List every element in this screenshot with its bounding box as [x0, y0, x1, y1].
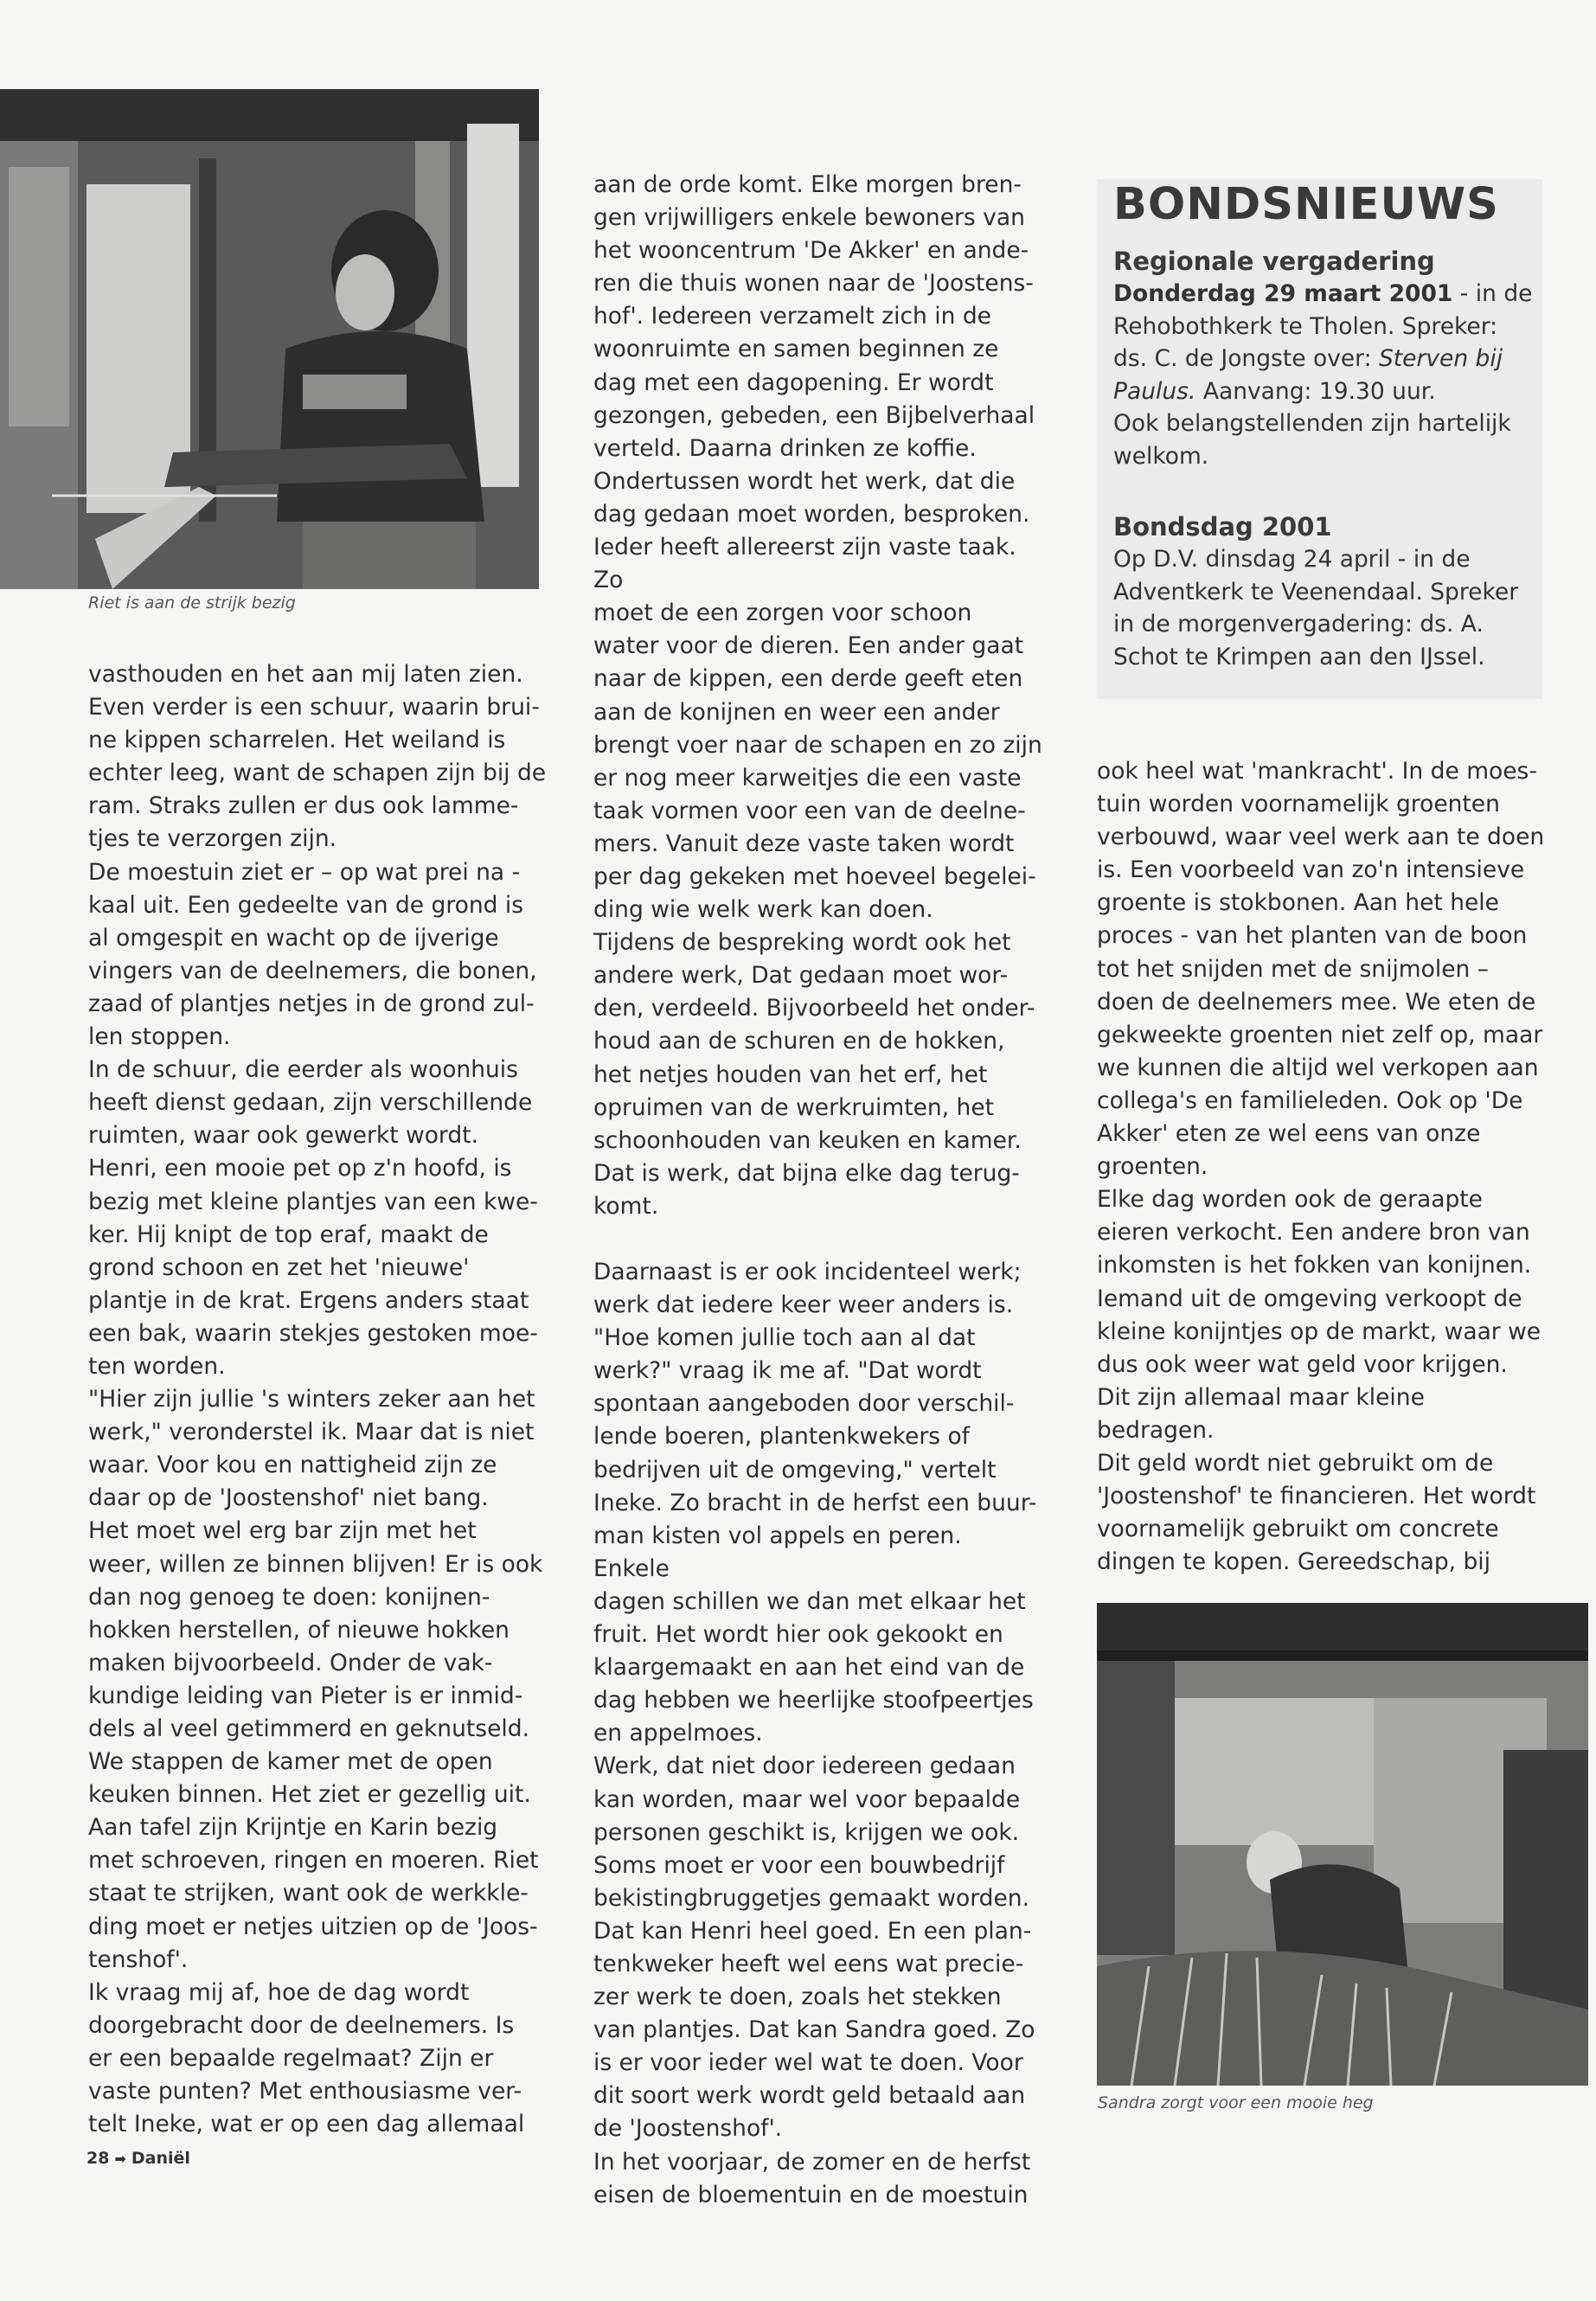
photo-ironing [0, 89, 539, 589]
page-footer [87, 2149, 190, 2168]
bondsdag-heading: Bondsdag 2001 [1113, 512, 1332, 542]
regional-meeting-body-2: Aanvang: 19.30 uur. Ook belangstellenden zijn hartelijk welkom. [1113, 377, 1511, 470]
regional-meeting-body-1: - in de Rehobothkerk te Tholen. Spreker: ds. C. de Jongste over: [1113, 280, 1533, 372]
photo-caption-ironing: Riet is aan de strijk bezig [88, 593, 296, 612]
regional-meeting-text [1113, 278, 1537, 472]
arrow-icon: ➡ [114, 2150, 126, 2167]
bondsnieuws-box [1097, 179, 1542, 699]
column-3-text: ook heel wat 'mankracht'. In de moes- tuin worden voornamelijk groenten verbouwd, waar veel werk aan te doen is. Een voorbeeld van zo'n intensieve groente is stokbonen. Aan het hele proces - van het planten van de boon tot het snijden met de snijmolen – doen de deelnemers mee. We eten de gekweekte groenten niet zelf op, maar we kunnen die altijd wel verkopen aan collega's en familieleden. Ook op 'De Akker' eten ze wel eens van onze groenten. Elke dag worden ook de geraapte eieren verkocht. Een andere bron van inkomsten is het fokken van konijnen. Iemand uit de omgeving verkoopt de kleine konijntjes op de markt, waar we dus ook weer wat geld voor krijgen. Dit zijn allemaal maar kleine bedragen. Dit geld wordt niet gebruikt om de 'Joostenshof' te financieren. Het wordt voornamelijk gebruikt om concrete dingen te kopen. Gereedschap, bij [1097, 758, 1545, 1576]
photo-hedge [1097, 1603, 1588, 2086]
regional-meeting-talk-title: Sterven bij Paulus. [1113, 345, 1503, 405]
column-2-text-a: aan de orde komt. Elke morgen bren- gen vrijwilligers enkele bewoners van het wooncentrum 'De Akker' en ande- ren die thuis wonen naar de 'Joostens- hof'. Iedereen verzamelt zich in de woonruimte en samen beginnen ze dag met een dagopening. Er wordt gezongen, gebeden, een Bijbelverhaal verteld. Daarna drinken ze koffie. Ondertussen wordt het werk, dat die dag gedaan moet worden, besproken. Ieder heeft allereerst zijn vaste taak. Zo moet de een zorgen voor schoon water voor de dieren. Een ander gaat naar de kippen, een derde geeft eten aan de konijnen en weer een ander brengt voer naar de schapen en zo zijn er nog meer karweitjes die een vaste taak vormen voor een van de deelne- mers. Vanuit deze vaste taken wordt per dag gekeken met hoeveel begelei- ding wie welk werk kan doen. Tijdens de bespreking wordt ook het andere werk, Dat gedaan moet wor- den, verdeeld. Bijvoorbeeld het onder- houd aan de schuren en de hokken, het netjes houden van het erf, het opruimen van de werkruimten, het schoonhouden van keuken en kamer. Dat is werk, dat bijna elke dag terug- komt. [593, 171, 1042, 1220]
article-column-1 [88, 658, 555, 2141]
column-1-text: vasthouden en het aan mij laten zien. Even verder is een schuur, waarin brui- ne kippen scharrelen. Het weiland is echter leeg, want de schapen zijn bij de ram. Straks zullen er dus ook lamme- tjes te verzorgen zijn. De moestuin ziet er – op wat prei na - kaal uit. Een gedeelte van de grond is al omgespit en wacht op de ijverige vingers van de deelnemers, die bonen, zaad of plantjes netjes in de grond zul- len stoppen. In de schuur, die eerder als woonhuis heeft dienst gedaan, zijn verschillende ruimten, waar ook gewerkt wordt. Henri, een mooie pet op z'n hoofd, is bezig met kleine plantjes van een kwe- ker. Hij knipt de top eraf, maakt de grond schoon en zet het 'nieuwe' plantje in de krat. Ergens anders staat een bak, waarin stekjes gestoken moe- ten worden. "Hier zijn jullie 's winters zeker aan het werk," veronderstel ik. Maar dat is niet waar. Voor kou en nattigheid zijn ze daar op de 'Joostenshof' niet bang. Het moet wel erg bar zijn met het weer, willen ze binnen blijven! Er is ook dan nog genoeg te doen: konijnen- hokken herstellen, of nieuwe hokken maken bijvoorbeeld. Onder de vak- kundige leiding van Pieter is er inmid- dels al veel getimmerd en geknutseld. We stappen de kamer met de open keuken binnen. Het ziet er gezellig uit. Aan tafel zijn Krijntje en Karin bezig met schroeven, ringen en moeren. Riet staat te strijken, want ook de werkkle- ding moet er netjes uitzien op de 'Joos- tenshof'. Ik vraag mij af, hoe de dag wordt doorgebracht door de deelnemers. Is er een bepaalde regelmaat? Zijn er vaste punten? Met enthousiasme ver- telt Ineke, wat er op een dag allemaal [88, 661, 547, 2138]
article-column-2 [593, 169, 1043, 2212]
article-column-3 [1097, 755, 1547, 1579]
magazine-name: Daniël [131, 2149, 190, 2168]
bondsnieuws-title: BONDSNIEUWS [1113, 179, 1499, 230]
column-2-text-b: Daarnaast is er ook incidenteel werk; werk dat iedere keer weer anders is. "Hoe komen jullie toch aan al dat werk?" vraag ik me af. "Dat wordt spontaan aangeboden door verschil- lende boeren, plantenkwekers of bedrijven uit de omgeving," vertelt Ineke. Zo bracht in de herfst een buur- man kisten vol appels en peren. Enkele dagen schillen we dan met elkaar het fruit. Het wordt hier ook gekookt en klaargemaakt en aan het eind van de dag hebben we heerlijke stoofpeertjes en appelmoes. Werk, dat niet door iedereen gedaan kan worden, maar wel voor bepaalde personen geschikt is, krijgen we ook. Soms moet er voor een bouwbedrijf bekistingbruggetjes gemaakt worden. Dat kan Henri heel goed. En een plan- tenkweker heeft wel eens wat precie- zer werk te doen, zoals het stekken van plantjes. Dat kan Sandra goed. Zo is er voor ieder wel wat te doen. Voor dit soort werk wordt geld betaald aan de 'Joostenshof'. In het voorjaar, de zomer en de herfst eisen de bloementuin en de moestuin [593, 1259, 1037, 2208]
page-number: 28 [87, 2149, 110, 2168]
regional-meeting [1113, 245, 1537, 472]
bondsdag [1113, 510, 1537, 673]
regional-meeting-heading: Regionale vergadering [1113, 247, 1435, 276]
bondsdag-text: Op D.V. dinsdag 24 april - in de Adventkerk te Veenendaal. Spreker in de morgenvergadering: ds. A. Schot te Krimpen aan den IJssel. [1113, 546, 1519, 670]
regional-meeting-date: Donderdag 29 maart 2001 [1113, 280, 1453, 307]
photo-caption-hedge: Sandra zorgt voor een mooie heg [1098, 2093, 1374, 2112]
